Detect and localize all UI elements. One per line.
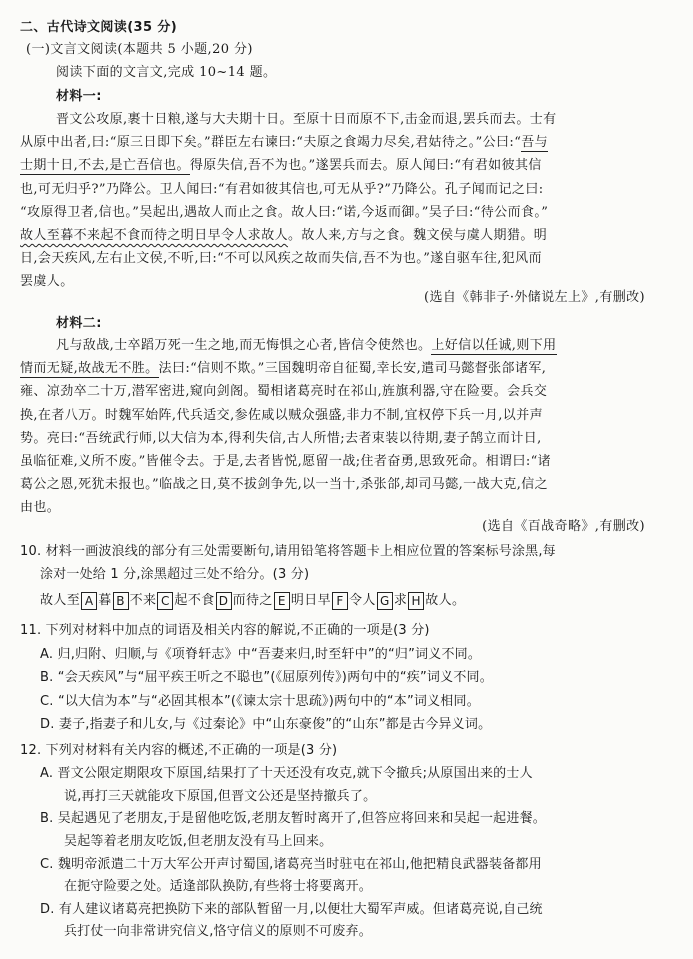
passage-text: 日,会天疾风,左右止文侯,不听,曰:“不可以风疾之故而失信,吾不为也。”遂自驱车往,犯风而 (20, 251, 542, 267)
passage-text: 晋文公攻原,裹十日粮,遂与大夫期十日。至原十日而原不下,击金而退,罢兵而去。士有 (56, 112, 557, 127)
passage-text: 法曰:“信则不欺。”三国魏明帝自征蜀,幸长安,遣司马懿督张郃诸军, (158, 361, 547, 377)
q12-option-b: B. 吴起遇见了老朋友,于是留他吃饭,老朋友暂时离开了,但答应将回来和吴起一起进餐。 (40, 811, 546, 827)
sentence-text: 求 (393, 593, 408, 608)
sentence-text: 故人至 (40, 593, 81, 608)
material2-line (20, 497, 60, 519)
q10-sentence (40, 590, 465, 612)
material1-line (20, 179, 544, 201)
sentence-text: 故人。 (425, 593, 466, 608)
sentence-text: 暮 (98, 593, 112, 608)
passage-text: 罢虞人。 (20, 274, 74, 290)
q10-stem-line1: 10. 材料一画波浪线的部分有三处需要断句,请用铅笔将答题卡上相应位置的答案标号涂黑,每 (20, 544, 556, 559)
sentence-text: 起不食 (174, 593, 215, 608)
q12-option-c: C. 魏明帝派遣二十万大军公开声讨蜀国,诸葛亮当时驻屯在祁山,他把精良武器装备都用 (40, 856, 542, 872)
underlined-text: 上好信以任诚,则下用 (431, 338, 557, 353)
material1-source: (选自《韩非子·外储说左上》,有删改) (423, 290, 645, 305)
underlined-text: 士期十日,不去,是亡吾信也。 (20, 158, 190, 174)
wavy-underlined-text: 故人至暮不来起不食而待之明日早令人求故人 (20, 228, 289, 243)
passage-text: 由也。 (20, 500, 61, 516)
answer-mark-box[interactable]: F (332, 592, 348, 610)
q12-option-a-cont: 说,再打三天就能攻下原国,但晋文公还是坚持撤兵了。 (64, 788, 377, 804)
answer-mark-box[interactable]: A (81, 592, 97, 610)
sentence-text: 令人 (349, 593, 376, 608)
material1-line (56, 109, 557, 131)
passage-text: 葛公之恩,死犹未报也。”临战之日,莫不拔剑争先,以一当十,杀张郃,却司马懿,一战大克,信之 (20, 477, 549, 493)
material2-line (20, 428, 542, 450)
material2-source: (选自《百战奇略》,有删改) (482, 519, 645, 534)
q10-stem-line2: 涂对一处给 1 分,涂黑超过三处不给分。(3 分) (40, 567, 310, 582)
underlined-text: 吾与 (521, 135, 549, 151)
q12-option-b-cont: 吴起等着老朋友吃饭,但老朋友没有马上回来。 (64, 833, 333, 849)
q11-option-d: D. 妻子,指妻子和儿女,与《过秦论》中“山东豪俊”的“山东”都是古今异义词。 (40, 716, 492, 732)
q12-option-d-cont: 兵打仗一向非常讲究信义,恪守信义的原则不可废弃。 (64, 924, 372, 940)
section-title: 二、古代诗文阅读(35 分) (20, 20, 178, 35)
underlined-text: 情而无疑,故战无不胜。 (20, 361, 159, 377)
material1-line (20, 202, 548, 224)
sentence-text: 不来 (129, 593, 157, 608)
q11-option-c: C. “以大信为本”与“必固其根本”(《谏太宗十思疏》)两句中的“本”词义相同。 (40, 693, 480, 709)
material1-line (20, 271, 74, 293)
q11-option-a: A. 归,归附、归顺,与《项脊轩志》中“吾妻来归,时至轩中”的“归”词义不同。 (40, 647, 482, 662)
material1-line (20, 155, 542, 177)
passage-text: 虽临征难,义所不废。”皆催令去。于是,去者皆悦,愿留一战;住者奋勇,思致死命。相谓曰:“诸 (20, 454, 552, 469)
q12-option-d: D. 有人建议诸葛亮把换防下来的部队暂留一月,以便壮大蜀军声威。但诸葛亮说,自己统 (40, 901, 543, 917)
subsection-title: (一)文言文阅读(本题共 5 小题,20 分) (26, 42, 253, 57)
material1-line (20, 225, 547, 247)
reading-instruction: 阅读下面的文言文,完成 10~14 题。 (56, 65, 277, 80)
passage-text: 得原失信,吾不为也。”遂罢兵而去。原人闻曰:“有君如彼其信 (189, 158, 542, 174)
material2-line (56, 335, 557, 357)
material2-line (20, 405, 543, 427)
material1-line (20, 248, 542, 270)
material2-line (20, 358, 546, 380)
answer-mark-box[interactable]: B (113, 592, 129, 610)
passage-text: 从原中出者,曰:“原三日即下矣。”群臣左右谏曰:“夫原之食竭力尽矣,君姑待之。”公曰:“ (20, 135, 522, 151)
passage-text: 势。亮曰:“吾统武行师,以大信为本,得利失信,古人所惜;去者束装以待期,妻子鹄立而计日, (20, 430, 542, 446)
sentence-text: 明日早 (290, 593, 332, 608)
sentence-text: 而待之 (232, 593, 273, 608)
material1-heading: 材料一: (56, 89, 102, 104)
q12-stem: 12. 下列对材料有关内容的概述,不正确的一项是(3 分) (20, 743, 338, 758)
q11-stem: 11. 下列对材料中加点的词语及相关内容的解说,不正确的一项是(3 分) (20, 623, 430, 638)
passage-text: 雍、凉劲卒二十万,潜军密进,窥向剑阁。蜀相诸葛亮时在祁山,旌旗利器,守在险要。会兵交 (20, 384, 548, 400)
answer-mark-box[interactable]: E (274, 592, 290, 610)
material2-heading: 材料二: (56, 316, 102, 331)
material1-line (20, 132, 548, 154)
q12-option-a: A. 晋文公限定期限攻下原国,结果打了十天还没有攻克,就下令撤兵;从原国出来的士人 (40, 766, 533, 781)
passage-text: 也,可无归乎?”乃降公。卫人闻曰:“有君如彼其信也,可无从乎?”乃降公。孔子闻而记之曰: (20, 181, 544, 197)
passage-text: 。故人来,方与之食。魏文侯与虞人期猎。明 (288, 228, 548, 243)
material2-line (20, 474, 548, 496)
passage-text: 换,在者八万。时魏军始阵,代兵适交,参佐咸以贼众强盛,非力不制,宜权停下兵一月,以并声 (20, 407, 543, 423)
answer-mark-box[interactable]: C (157, 592, 173, 610)
passage-text: “攻原得卫者,信也。”吴起出,遇故人而止之食。故人曰:“诺,今返而御。”吴子曰:“待公而食。” (20, 204, 549, 220)
answer-mark-box[interactable]: G (377, 592, 393, 610)
material2-line (20, 381, 547, 403)
passage-text: 凡与敌战,士卒蹈万死一生之地,而无悔惧之心者,皆信令使然也。 (56, 338, 432, 353)
answer-mark-box[interactable]: H (408, 592, 424, 610)
material2-line (20, 451, 551, 473)
answer-mark-box[interactable]: D (216, 592, 232, 610)
q12-option-c-cont: 在扼守险要之处。适逢部队换防,有些将士将要离开。 (64, 879, 372, 895)
q11-option-b: B. “会天疾风”与“屈平疾王听之不聪也”(《屈原列传》)两句中的“疾”词义不同。 (40, 670, 493, 686)
